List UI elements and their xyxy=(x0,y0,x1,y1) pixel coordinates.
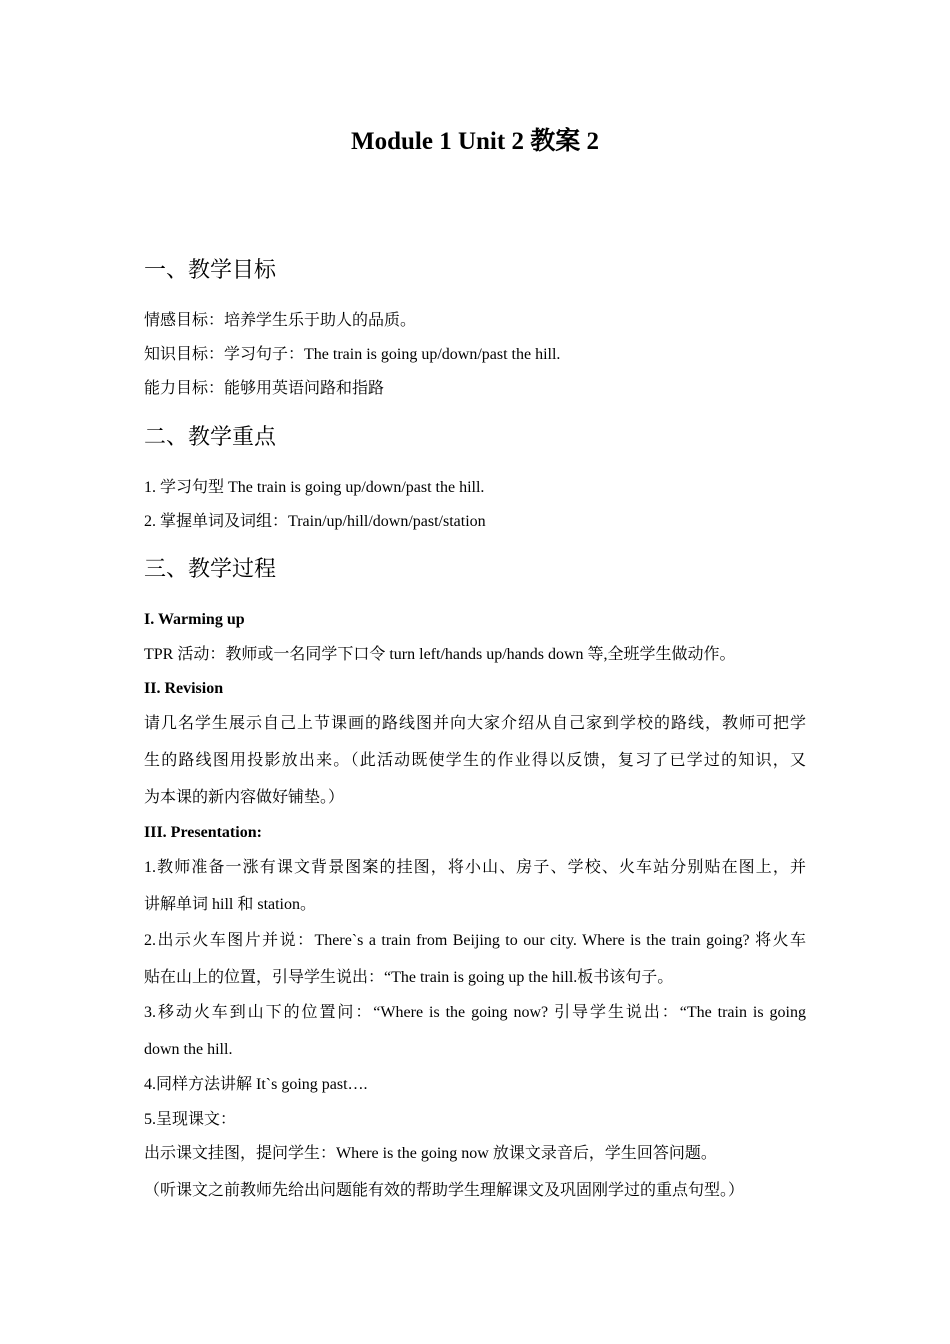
presentation-step-5: 5.呈现课文： xyxy=(144,1111,237,1128)
presentation-step-4: 4.同样方法讲解 It`s going past…. xyxy=(144,1076,368,1093)
key-point-2: 2. 掌握单词及词组：Train/up/hill/down/past/station xyxy=(144,513,486,530)
presentation-step-5-note: （听课文之前教师先给出问题能有效的帮助学生理解课文及巩固刚学过的重点句型。） xyxy=(144,1182,745,1199)
document-title: Module 1 Unit 2 教案 2 xyxy=(351,128,599,155)
presentation-step-1-line: 讲解单词 hill 和 station。 xyxy=(144,896,317,913)
revision-text-line: 生的路线图用投影放出来。（此活动既使学生的作业得以反馈，复习了已学过的知识，又 xyxy=(144,752,806,769)
presentation-step-3-line: down the hill. xyxy=(144,1041,233,1058)
objective-knowledge: 知识目标：学习句子：The train is going up/down/past the hill. xyxy=(144,346,561,363)
presentation-step-5-text: 出示课文挂图，提问学生：Where is the going now 放课文录音后，学生回答问题。 xyxy=(144,1145,717,1162)
revision-title: II. Revision xyxy=(144,680,224,697)
section-heading-process: 三、教学过程 xyxy=(144,557,277,582)
presentation-step-2-line: 贴在山上的位置，引导学生说出：“The train is going up the hill.板书该句子。 xyxy=(144,969,674,986)
section-heading-key-points: 二、教学重点 xyxy=(144,425,277,450)
warming-up-text: TPR 活动：教师或一名同学下口令 turn left/hands up/hands down 等,全班学生做动作。 xyxy=(144,646,736,663)
presentation-title: III. Presentation: xyxy=(144,824,262,841)
revision-text-line: 为本课的新内容做好铺垫。） xyxy=(144,789,345,806)
presentation-step-3-line: 3.移动火车到山下的位置问：“Where is the going now? 引导学生说出：“The train is going xyxy=(144,1004,806,1021)
presentation-step-1-line: 1.教师准备一涨有课文背景图案的挂图，将小山、房子、学校、火车站分别贴在图上，并 xyxy=(144,859,806,876)
objective-emotion: 情感目标：培养学生乐于助人的品质。 xyxy=(144,312,417,329)
objective-ability: 能力目标：能够用英语问路和指路 xyxy=(144,380,385,397)
key-point-1: 1. 学习句型 The train is going up/down/past the hill. xyxy=(144,479,485,496)
warming-up-title: I. Warming up xyxy=(144,611,245,628)
section-heading-objectives: 一、教学目标 xyxy=(144,258,277,283)
revision-text-line: 请几名学生展示自己上节课画的路线图并向大家介绍从自己家到学校的路线，教师可把学 xyxy=(144,715,806,732)
presentation-step-2-line: 2.出示火车图片并说：There`s a train from Beijing to our city. Where is the train going? 将火车 xyxy=(144,932,806,949)
